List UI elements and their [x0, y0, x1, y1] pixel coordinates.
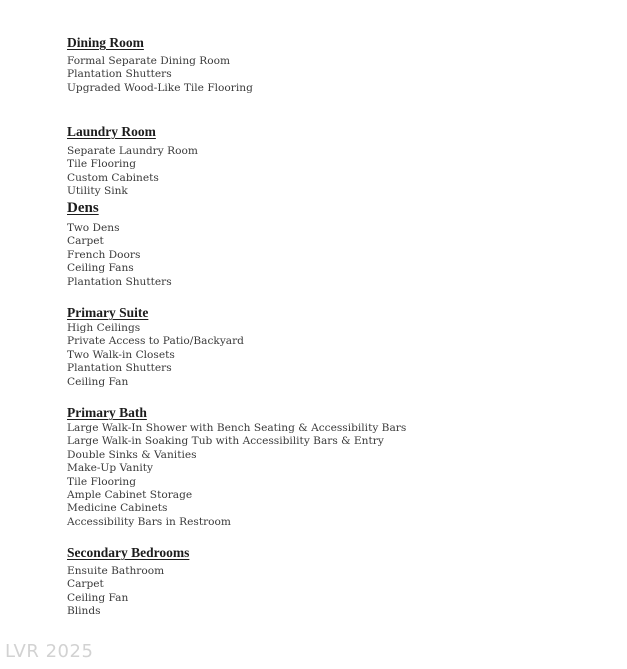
- section-title-dens: Dens: [67, 200, 99, 216]
- list-item: Large Walk-in Soaking Tub with Accessibility Bars & Entry: [67, 435, 384, 448]
- list-item: Plantation Shutters: [67, 275, 172, 288]
- list-item: Ceiling Fan: [67, 591, 129, 604]
- list-item: Private Access to Patio/Backyard: [67, 335, 244, 348]
- laundry-room-list: [67, 145, 198, 199]
- list-item: Ample Cabinet Storage: [67, 488, 193, 501]
- section-title-laundry-room: Laundry Room: [67, 124, 156, 139]
- list-item: Make-Up Vanity: [67, 462, 153, 475]
- list-item: Large Walk-In Shower with Bench Seating & Accessibility Bars: [67, 422, 407, 434]
- list-item: Carpet: [67, 235, 104, 248]
- list-item: Utility Sink: [67, 185, 128, 198]
- section-title-primary-bath: Primary Bath: [67, 405, 147, 420]
- dining-room-list: [67, 55, 253, 95]
- secondary-bedrooms-list: [67, 565, 164, 619]
- list-item: Ensuite Bathroom: [67, 565, 165, 577]
- section-title-dining-room: Dining Room: [67, 35, 144, 50]
- list-item: Blinds: [67, 605, 101, 618]
- list-item: Custom Cabinets: [67, 171, 159, 184]
- list-item: French Doors: [67, 248, 141, 261]
- list-item: Plantation Shutters: [67, 68, 172, 81]
- list-item: Tile Flooring: [67, 158, 137, 171]
- dens-list: [67, 222, 172, 289]
- primary-suite-list: [67, 322, 244, 389]
- list-item: Carpet: [67, 578, 104, 591]
- list-item: Tile Flooring: [67, 475, 137, 488]
- primary-bath-list: [67, 422, 406, 529]
- list-item: Two Dens: [67, 222, 120, 234]
- list-item: Two Walk-in Closets: [67, 348, 175, 361]
- list-item: Accessibility Bars in Restroom: [67, 515, 231, 528]
- list-item: Ceiling Fan: [67, 375, 129, 388]
- list-item: Medicine Cabinets: [67, 502, 168, 515]
- section-title-primary-suite: Primary Suite: [67, 305, 149, 320]
- watermark-text: LVR 2025: [5, 641, 94, 662]
- list-item: Separate Laundry Room: [67, 145, 198, 157]
- list-item: Plantation Shutters: [67, 362, 172, 375]
- section-title-secondary-bedrooms: Secondary Bedrooms: [67, 545, 190, 560]
- list-item: High Ceilings: [67, 322, 141, 334]
- list-item: Double Sinks & Vanities: [67, 448, 197, 461]
- list-item: Ceiling Fans: [67, 262, 134, 275]
- list-item: Formal Separate Dining Room: [67, 55, 231, 67]
- list-item: Upgraded Wood-Like Tile Flooring: [67, 81, 253, 94]
